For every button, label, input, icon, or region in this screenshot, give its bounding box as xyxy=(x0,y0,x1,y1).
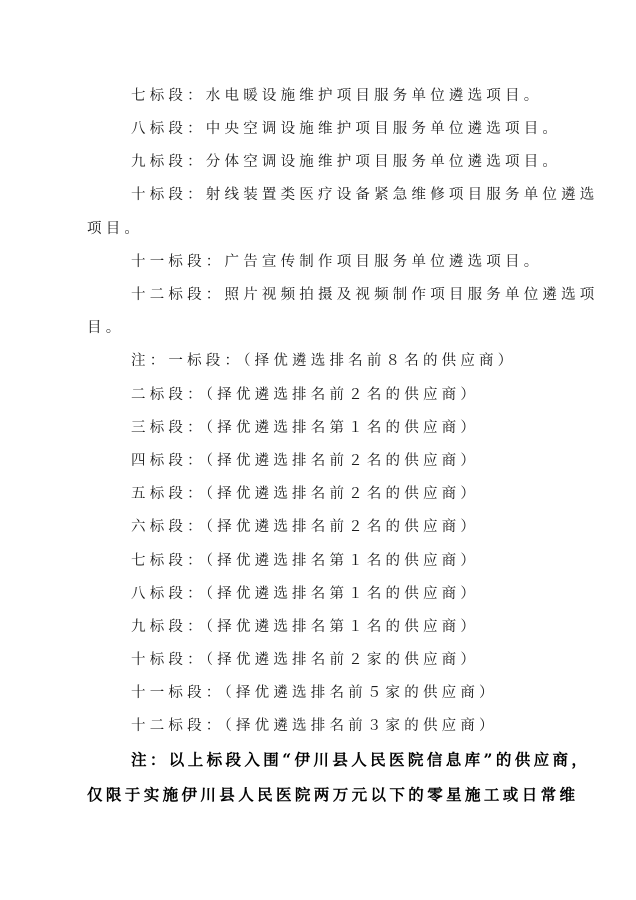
section-10-text-line1: 十标段：射线装置类医疗设备紧急维修项目服务单位遴选 xyxy=(131,187,599,203)
note-line: 五标段：（择优遴选排名前２名的供应商） xyxy=(131,486,480,502)
note-line: 二标段：（择优遴选排名前２名的供应商） xyxy=(131,387,480,403)
note-line: 十二标段：（择优遴选排名前３家的供应商） xyxy=(131,718,498,734)
note-line: 十一标段：（择优遴选排名前５家的供应商） xyxy=(131,685,498,701)
final-note-line2: 仅限于实施伊川县人民医院两万元以下的零星施工或日常维 xyxy=(87,785,579,804)
note-line: 八标段：（择优遴选排名第１名的供应商） xyxy=(131,586,480,602)
final-note-line1: 注：以上标段入围“伊川县人民医院信息库”的供应商， xyxy=(131,750,591,769)
section-9-text: 九标段：分体空调设施维护项目服务单位遴选项目。 xyxy=(131,154,562,170)
section-7-text: 七标段：水电暖设施维护项目服务单位遴选项目。 xyxy=(131,88,543,104)
section-8-text: 八标段：中央空调设施维护项目服务单位遴选项目。 xyxy=(131,121,562,137)
section-11-text: 十一标段：广告宣传制作项目服务单位遴选项目。 xyxy=(131,254,543,270)
note-line: 注：一标段：（择优遴选排名前８名的供应商） xyxy=(131,353,517,369)
note-line: 六标段：（择优遴选排名前２名的供应商） xyxy=(131,519,480,535)
note-line: 七标段：（择优遴选排名第１名的供应商） xyxy=(131,553,480,569)
note-line: 三标段：（择优遴选排名第１名的供应商） xyxy=(131,420,480,436)
section-10-text-line2: 项目。 xyxy=(87,221,144,237)
section-12-text-line1: 十二标段：照片视频拍摄及视频制作项目服务单位遴选项 xyxy=(131,287,599,303)
note-line: 九标段：（择优遴选排名第１名的供应商） xyxy=(131,619,480,635)
section-12-text-line2: 目。 xyxy=(87,320,125,336)
note-line: 四标段：（择优遴选排名前２名的供应商） xyxy=(131,453,480,469)
note-line: 十标段：（择优遴选排名前２家的供应商） xyxy=(131,652,480,668)
